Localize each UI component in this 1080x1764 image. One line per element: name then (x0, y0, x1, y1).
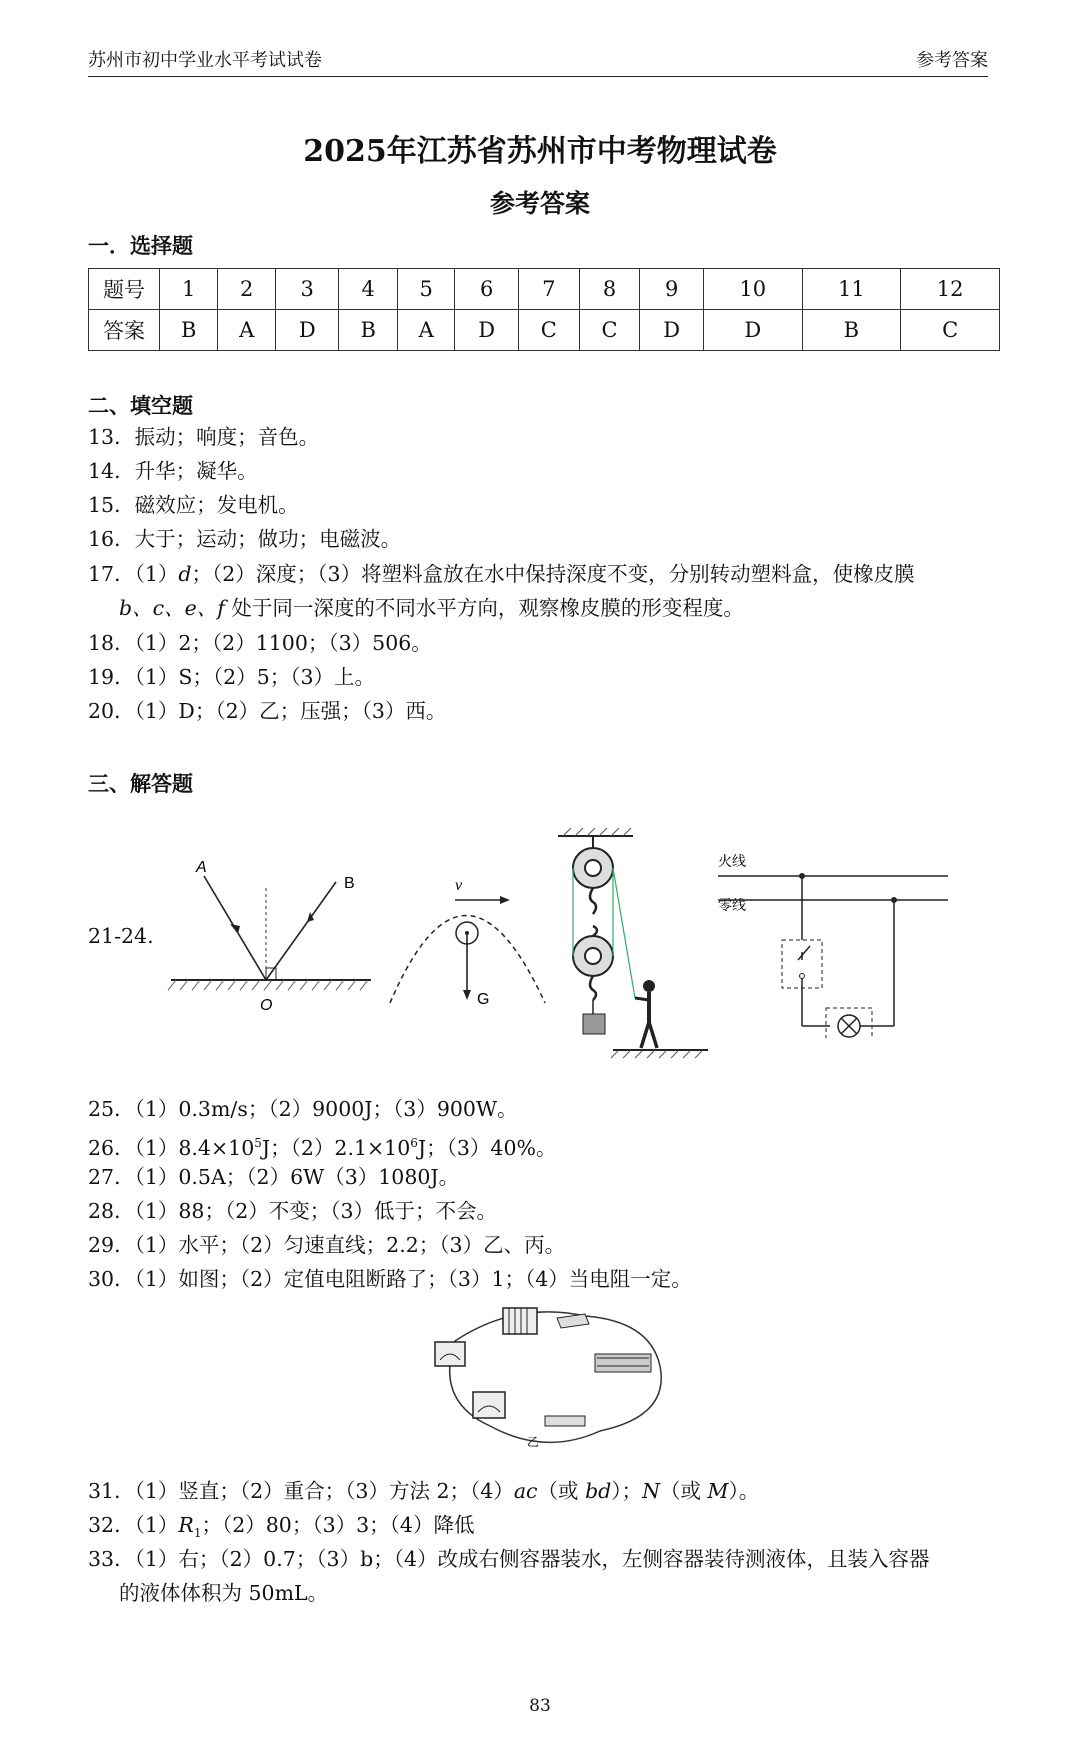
answer-30: 30．（1）如图；（2）定值电阻断路了；（3）1；（4）当电阻一定。 (88, 1267, 692, 1291)
q31-var: ac (513, 1479, 538, 1503)
answer-cell: D (276, 310, 339, 351)
q26-part: J；（3）40%。 (417, 1135, 557, 1160)
question-number-cell: 2 (218, 269, 276, 310)
answer-20: 20．（1）D；（2）乙；压强；（3）西。 (88, 699, 447, 723)
question-number-cell: 4 (339, 269, 397, 310)
answer-25: 25．（1）0.3m/s；（2）9000J；（3）900W。 (88, 1097, 518, 1121)
question-number-cell: 11 (802, 269, 901, 310)
label-b: B (344, 875, 355, 892)
answer-14: 14．升华；凝华。 (88, 459, 258, 483)
header-right: 参考答案 (916, 50, 988, 71)
table-row-answers (89, 310, 1000, 351)
label-v: v (455, 877, 463, 894)
answer-cell: D (640, 310, 703, 351)
q17-part: 处于同一深度的不同水平方向，观察橡皮膜的形变程度。 (224, 596, 744, 620)
question-number-cell: 12 (901, 269, 1000, 310)
answer-31 (88, 1474, 1008, 1508)
q31-part: ）。 (728, 1479, 760, 1503)
answer-cell: A (397, 310, 455, 351)
q31-part: 31．（1）竖直；（2）重合；（3）方法 2；（4） (88, 1479, 514, 1503)
page-number: 83 (529, 1696, 551, 1716)
row-label: 题号 (89, 269, 160, 310)
answer-cell: B (160, 310, 218, 351)
experiment-circuit-figure (425, 1296, 675, 1456)
answer-26 (88, 1126, 1008, 1165)
q32-part: 32．（1） (88, 1513, 179, 1537)
label-g: G (477, 991, 490, 1008)
reflection-diagram (166, 848, 376, 1018)
answer-29: 29．（1）水平；（2）匀速直线；2.2；（3）乙、丙。 (88, 1233, 566, 1257)
q26-exp: 5 (254, 1136, 262, 1150)
row-label: 答案 (89, 310, 160, 351)
q26-exp: 6 (410, 1136, 418, 1150)
question-number-cell: 1 (160, 269, 218, 310)
q17-vars: b、c、e、f (119, 596, 225, 620)
label-a: A (196, 859, 207, 876)
answer-13: 13．振动；响度；音色。 (88, 425, 320, 449)
answer-cell: C (901, 310, 1000, 351)
section3-heading: 三、解答题 (88, 771, 193, 796)
answer-17 (88, 557, 1008, 591)
question-number-cell: 5 (397, 269, 455, 310)
answer-cell: C (579, 310, 640, 351)
answer-cell: B (339, 310, 397, 351)
pulley-diagram (553, 826, 713, 1066)
label-neutral: 零线 (718, 898, 746, 914)
answer-16: 16．大于；运动；做功；电磁波。 (88, 527, 402, 551)
answer-table (88, 268, 1000, 351)
label-o: O (260, 997, 273, 1014)
question-number-cell: 8 (579, 269, 640, 310)
q26-part: 26．（1）8.4×10 (88, 1135, 255, 1160)
q32-part: ；（2）80；（3）3；（4）降低 (201, 1513, 475, 1537)
answer-27: 27．（1）0.5A；（2）6W（3）1080J。 (88, 1165, 460, 1189)
page-subtitle: 参考答案 (489, 189, 590, 218)
label-live: 火线 (718, 854, 746, 870)
question-number-cell: 6 (455, 269, 518, 310)
question-number-cell: 10 (703, 269, 802, 310)
label-yi: 乙 (527, 1435, 540, 1449)
answer-17-cont (88, 591, 1039, 625)
q31-part: （或 (660, 1479, 708, 1503)
question-number-cell: 7 (518, 269, 579, 310)
answer-cell: D (455, 310, 518, 351)
header-left: 苏州市初中学业水平考试试卷 (88, 50, 322, 71)
answer-19: 19．（1）S；（2）5；（3）上。 (88, 665, 376, 689)
answer-28: 28．（1）88；（2）不变；（3）低于；不会。 (88, 1199, 498, 1223)
answer-cell: B (802, 310, 901, 351)
projectile-diagram (385, 868, 555, 1018)
answer-33: 33．（1）右；（2）0.7；（3）b；（4）改成右侧容器装水，左侧容器装待测液体，且装入容器 (88, 1547, 930, 1571)
q21-24-label: 21-24. (88, 924, 154, 948)
answer-cell: D (703, 310, 802, 351)
q31-part: （或 (537, 1479, 586, 1503)
question-number-cell: 3 (276, 269, 339, 310)
q17-part: 17．（1） (88, 562, 179, 586)
answer-15: 15．磁效应；发电机。 (88, 493, 299, 517)
section2-heading: 二、填空题 (88, 393, 193, 418)
question-number-cell: 9 (640, 269, 703, 310)
page-title: 2025年江苏省苏州市中考物理试卷 (303, 134, 777, 169)
section1-heading: 一．选择题 (88, 233, 193, 258)
answer-33-cont: 的液体体积为 50mL。 (119, 1581, 329, 1605)
circuit-diagram (718, 848, 948, 1038)
q26-part: J；（2）2.1×10 (261, 1135, 411, 1160)
answer-cell: A (218, 310, 276, 351)
page-header (88, 50, 988, 77)
q31-var: N (642, 1479, 660, 1503)
q17-part: ；（2）深度；（3）将塑料盒放在水中保持深度不变，分别转动塑料盒，使橡皮膜 (191, 562, 915, 586)
q31-part: ）； (611, 1479, 643, 1503)
q31-var: bd (585, 1479, 612, 1503)
table-row-numbers (89, 269, 1000, 310)
answer-cell: C (518, 310, 579, 351)
q32-sub: 1 (193, 1526, 202, 1541)
answer-18: 18．（1）2；（2）1100；（3）506。 (88, 631, 432, 655)
q17-var: d (178, 562, 192, 586)
q31-var: M (707, 1479, 729, 1503)
q32-var: R (178, 1513, 194, 1537)
